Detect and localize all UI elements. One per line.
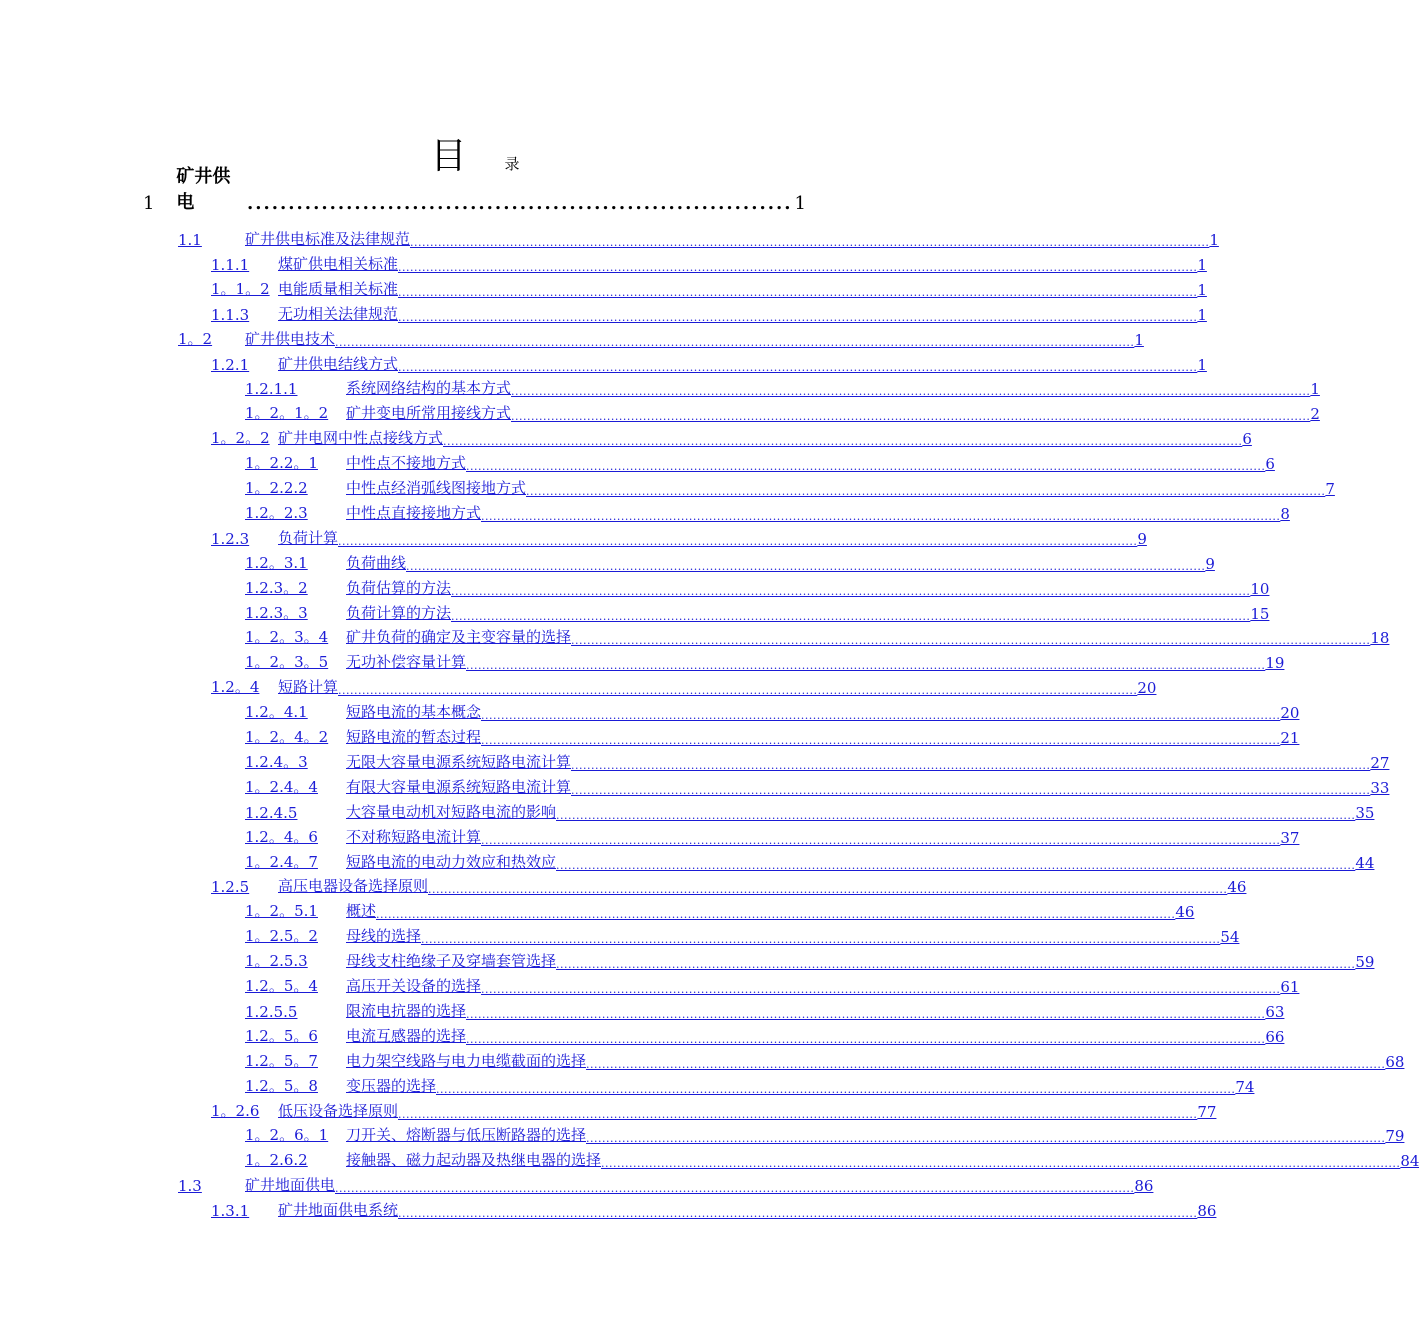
toc-entry-title: 接触器、磁力起动器及热继电器的选择 xyxy=(346,1151,602,1170)
toc-entry[interactable] xyxy=(245,996,1285,1021)
toc-entry-number: 1.2。4 xyxy=(211,678,260,697)
toc-entry[interactable] xyxy=(245,573,1270,598)
toc-entry-page: 46 xyxy=(1175,903,1195,922)
toc-entry-number: 1。2.4。4 xyxy=(245,777,318,796)
toc-entry[interactable] xyxy=(211,1096,1217,1121)
toc-entry-number: 1.2。5。8 xyxy=(245,1076,318,1095)
dot-leader: ........................................................................................................................................................................................................ xyxy=(481,833,1281,847)
toc-entry-title: 不对称短路电流计算 xyxy=(346,827,482,846)
dot-leader: ........................................................................................................................................................................................................ xyxy=(586,1132,1386,1146)
toc-entry-number: 1.2。5。7 xyxy=(245,1051,318,1070)
toc-entry[interactable] xyxy=(245,473,1335,498)
toc-entry[interactable] xyxy=(178,1170,1154,1196)
toc-entry-page: 1 xyxy=(1197,305,1207,324)
dot-leader: ........................................................................................................................................................................................................ xyxy=(481,983,1281,996)
toc-entry-page: 10 xyxy=(1250,579,1270,598)
toc-entry-page: 21 xyxy=(1280,729,1300,747)
toc-entry-title: 矿井负荷的确定及主变容量的选择 xyxy=(346,628,572,647)
toc-entry-number: 1.2.5.5 xyxy=(245,1002,298,1021)
toc-chapter-entry[interactable] xyxy=(143,166,806,214)
toc-entry-page: 15 xyxy=(1250,604,1270,623)
toc-entry-number: 1.2.4.5 xyxy=(245,803,298,822)
toc-entry-number: 1.2。5。6 xyxy=(245,1026,318,1045)
toc-entry[interactable] xyxy=(245,1120,1405,1146)
toc-entry-page: 27 xyxy=(1370,753,1390,772)
dot-leader: ........................................................................................................................................................................................................ xyxy=(421,933,1221,947)
toc-entry-title: 限流电抗器的选择 xyxy=(346,1001,467,1020)
toc-entry[interactable] xyxy=(245,797,1375,822)
toc-entry[interactable] xyxy=(245,398,1320,424)
toc-entry[interactable] xyxy=(211,523,1147,548)
dot-leader: ........................................................................................................................................................................................................ xyxy=(511,385,1311,399)
toc-entry-number: 1.2.3 xyxy=(211,529,250,548)
toc-entry-page: 84 xyxy=(1400,1152,1419,1171)
toc-entry-page: 61 xyxy=(1280,978,1300,996)
toc-entry[interactable] xyxy=(245,598,1270,623)
toc-entry-title: 矿井地面供电系统 xyxy=(278,1201,399,1220)
toc-entry-number: 1.2.1.1 xyxy=(245,380,298,399)
toc-entry-page: 77 xyxy=(1197,1102,1217,1121)
dot-leader: ........................................................................................................................................................................................................ xyxy=(511,410,1311,424)
toc-entry[interactable] xyxy=(211,274,1207,299)
toc-entry-number: 1。2.5.3 xyxy=(245,952,308,971)
dot-leader: ........................................................................................................................................................................................................ xyxy=(571,758,1371,772)
toc-entry-title: 电流互感器的选择 xyxy=(346,1026,467,1045)
chapter-page: 1 xyxy=(794,193,806,214)
toc-entry[interactable] xyxy=(245,847,1375,872)
toc-entry[interactable] xyxy=(245,1071,1255,1096)
dot-leader: ........................................................................................................................................................................................................ xyxy=(335,1182,1135,1196)
dot-leader: ........................................................................................................................................................................................................ xyxy=(398,310,1198,324)
toc-entry-title: 负荷计算 xyxy=(278,528,339,547)
toc-entry-number: 1。1。2 xyxy=(211,279,270,298)
dot-leader: ........................................................................................................................................................................................................ xyxy=(398,260,1198,274)
toc-entry-title: 母线支柱绝缘子及穿墙套管选择 xyxy=(346,952,557,971)
toc-entry-number: 1.1 xyxy=(178,231,202,249)
toc-entry-number: 1.3.1 xyxy=(211,1202,250,1221)
toc-entry-page: 1 xyxy=(1197,280,1207,299)
toc-entry[interactable] xyxy=(245,971,1300,996)
toc-entry-page: 74 xyxy=(1235,1077,1255,1096)
toc-entry-title: 矿井供电标准及法律规范 xyxy=(245,230,411,248)
toc-entry-title: 无功补偿容量计算 xyxy=(346,653,467,672)
toc-entry[interactable] xyxy=(245,373,1320,399)
toc-entry-page: 9 xyxy=(1205,554,1215,573)
toc-entry-title: 刀开关、熔断器与低压断路器的选择 xyxy=(346,1126,587,1145)
dot-leader: ........................................................................................................................................................................................................ xyxy=(398,1107,1198,1121)
toc-entry-number: 1。2。1。2 xyxy=(245,404,329,423)
toc-entry-title: 矿井变电所常用接线方式 xyxy=(346,404,512,423)
dot-leader: ........................................................................................................................................................................................................ xyxy=(335,335,1135,349)
dot-leader: ........................................................................................................................................................................................................ xyxy=(466,659,1266,673)
toc-entry[interactable] xyxy=(245,697,1300,723)
toc-entry-page: 66 xyxy=(1265,1027,1285,1046)
dot-leader: ........................................................................................................................................................................................................ xyxy=(428,883,1228,897)
toc-entry-number: 1.3 xyxy=(178,1177,202,1196)
toc-entry-title: 负荷计算的方法 xyxy=(346,603,452,622)
toc-entry[interactable] xyxy=(245,921,1240,947)
toc-entry-number: 1.2.3。2 xyxy=(245,578,308,597)
dot-leader: ........................................................................................................................................................................................................ xyxy=(398,360,1198,374)
toc-entry-page: 20 xyxy=(1280,704,1300,723)
chapter-title: 矿井供电 xyxy=(176,166,231,213)
toc-entry-page: 33 xyxy=(1370,778,1390,797)
toc-entry-number: 1.2。4.1 xyxy=(245,703,308,722)
dot-leader: ........................................................................................................................................................................................................ xyxy=(451,609,1251,623)
toc-entry-title: 矿井供电技术 xyxy=(245,329,336,348)
toc-entry-title: 短路电流的暂态过程 xyxy=(346,728,482,746)
toc-entry[interactable] xyxy=(245,896,1195,922)
toc-entry[interactable] xyxy=(245,1021,1285,1046)
dot-leader: ........................................................................................................................................................................................................ xyxy=(398,285,1198,299)
toc-entry-page: 6 xyxy=(1242,430,1252,449)
toc-entry[interactable] xyxy=(211,299,1207,324)
toc-entry-title: 无功相关法律规范 xyxy=(278,304,399,323)
toc-entry-page: 2 xyxy=(1310,405,1320,424)
dot-leader: ........................................................................................................................................................................................................ xyxy=(481,509,1281,523)
toc-entry-page: 8 xyxy=(1280,504,1290,523)
toc-entry-number: 1.2.5 xyxy=(211,878,250,897)
toc-entry-title: 矿井电网中性点接线方式 xyxy=(278,429,444,448)
toc-entry-number: 1。2。6。1 xyxy=(245,1126,329,1145)
dot-leader: ........................................................................................................................................................................................................ xyxy=(451,584,1251,598)
toc-entry-number: 1.2。5。4 xyxy=(245,977,318,995)
toc-entry-number: 1.2.1 xyxy=(211,355,250,374)
dot-leader: ........................................................................................................................................................................................................ xyxy=(410,236,1210,249)
toc-entry-title: 变压器的选择 xyxy=(346,1076,437,1095)
toc-entry[interactable] xyxy=(245,548,1215,573)
toc-entry-page: 9 xyxy=(1137,529,1147,548)
toc-entry-page: 37 xyxy=(1280,828,1300,847)
toc-entry[interactable] xyxy=(245,448,1275,474)
toc-entry[interactable] xyxy=(245,747,1390,772)
toc-entry[interactable] xyxy=(245,946,1375,972)
dot-leader: ........................................................................................................................................................................................................ xyxy=(586,1057,1386,1071)
toc-entry-title: 有限大容量电源系统短路电流计算 xyxy=(346,777,572,796)
toc-entry-number: 1.2。4。6 xyxy=(245,827,318,846)
toc-entry-page: 20 xyxy=(1137,679,1157,698)
toc-entry-page: 6 xyxy=(1265,455,1275,474)
toc-entry[interactable] xyxy=(245,1145,1419,1171)
toc-entry-number: 1。2。3。4 xyxy=(245,628,329,647)
toc-entry[interactable] xyxy=(178,324,1144,349)
toc-entry-number: 1。2.6 xyxy=(211,1101,260,1120)
toc-entry-title: 负荷曲线 xyxy=(346,553,407,572)
toc-entry[interactable] xyxy=(245,647,1285,673)
toc-entry-title: 负荷估算的方法 xyxy=(346,578,452,597)
toc-entry-title: 中性点经消弧线图接地方式 xyxy=(346,479,527,497)
toc-entry-title: 无限大容量电源系统短路电流计算 xyxy=(346,752,572,771)
dot-leader: ........................................................................................................................................................................................................ xyxy=(601,1157,1401,1171)
dot-leader: .................................................................. xyxy=(246,193,793,214)
toc-entry[interactable] xyxy=(245,498,1290,523)
toc-entry-page: 59 xyxy=(1355,953,1375,972)
toc-entry-title: 低压设备选择原则 xyxy=(278,1101,399,1120)
dot-leader: ........................................................................................................................................................................................................ xyxy=(398,1207,1198,1221)
dot-leader: ........................................................................................................................................................................................................ xyxy=(526,485,1326,498)
toc-entry-title: 电力架空线路与电力电缆截面的选择 xyxy=(346,1051,587,1070)
dot-leader: ........................................................................................................................................................................................................ xyxy=(481,709,1281,723)
toc-entry-number: 1。2。2 xyxy=(211,429,270,448)
toc-entry-number: 1。2。5.1 xyxy=(245,902,318,921)
toc-entry-title: 短路计算 xyxy=(278,678,339,697)
toc-entry[interactable] xyxy=(245,1046,1405,1071)
dot-leader: ........................................................................................................................................................................................................ xyxy=(466,460,1266,474)
dot-leader: ........................................................................................................................................................................................................ xyxy=(556,858,1356,872)
toc-entry-title: 矿井供电结线方式 xyxy=(278,354,399,373)
toc-entry-title: 概述 xyxy=(346,902,377,921)
dot-leader: ........................................................................................................................................................................................................ xyxy=(338,534,1138,548)
toc-entry-page: 19 xyxy=(1265,654,1285,673)
toc-entry[interactable] xyxy=(211,871,1247,897)
dot-leader: ........................................................................................................................................................................................................ xyxy=(466,1032,1266,1046)
toc-entry-page: 86 xyxy=(1197,1202,1217,1221)
dot-leader: ........................................................................................................................................................................................................ xyxy=(338,684,1138,698)
dot-leader: ........................................................................................................................................................................................................ xyxy=(571,783,1371,797)
toc-entry-title: 短路电流的基本概念 xyxy=(346,703,482,722)
toc-entry-title: 高压开关设备的选择 xyxy=(346,977,482,995)
dot-leader: ........................................................................................................................................................................................................ xyxy=(436,1082,1236,1096)
toc-entry[interactable] xyxy=(211,249,1207,274)
toc-entry-page: 1 xyxy=(1209,231,1219,249)
dot-leader: ........................................................................................................................................................................................................ xyxy=(406,559,1206,573)
chapter-number: 1 xyxy=(143,193,155,214)
toc-entry-number: 1.2。3.1 xyxy=(245,553,308,572)
toc-entry-page: 68 xyxy=(1385,1052,1405,1071)
dot-leader: ........................................................................................................................................................................................................ xyxy=(376,908,1176,922)
dot-leader: ........................................................................................................................................................................................................ xyxy=(571,634,1371,648)
toc-entry-number: 1。2.5。2 xyxy=(245,927,318,946)
toc-title xyxy=(0,128,950,179)
dot-leader: ........................................................................................................................................................................................................ xyxy=(556,808,1356,822)
toc-title-main: 目 xyxy=(430,136,467,177)
toc-entry[interactable] xyxy=(211,349,1207,374)
toc-entry-page: 35 xyxy=(1355,803,1375,822)
toc-entry-title: 系统网络结构的基本方式 xyxy=(346,379,512,398)
toc-entry[interactable] xyxy=(211,672,1157,698)
toc-entry-number: 1.1.1 xyxy=(211,255,250,274)
toc-entry-number: 1.2。2.3 xyxy=(245,503,308,522)
toc-entry-title: 短路电流的电动力效应和热效应 xyxy=(346,852,557,871)
toc-entry[interactable] xyxy=(211,1195,1217,1221)
toc-entry-title: 矿井地面供电 xyxy=(245,1176,336,1195)
toc-entry[interactable] xyxy=(211,423,1252,449)
toc-entry-title: 高压电器设备选择原则 xyxy=(278,877,429,896)
dot-leader: ........................................................................................................................................................................................................ xyxy=(481,734,1281,747)
dot-leader: ........................................................................................................................................................................................................ xyxy=(466,1007,1266,1021)
dot-leader: ........................................................................................................................................................................................................ xyxy=(556,958,1356,972)
toc-title-sub: 录 xyxy=(504,155,520,173)
toc-entry-title: 中性点直接接地方式 xyxy=(346,503,482,522)
toc-entry-page: 7 xyxy=(1325,480,1335,498)
toc-entry[interactable] xyxy=(245,722,1300,747)
toc-entry[interactable] xyxy=(245,772,1390,797)
toc-entry-number: 1.2.3。3 xyxy=(245,603,308,622)
toc-entry-title: 电能质量相关标准 xyxy=(278,279,399,298)
toc-entry-title: 大容量电动机对短路电流的影响 xyxy=(346,802,557,821)
toc-entry-number: 1。2。4。2 xyxy=(245,728,329,746)
toc-entry[interactable] xyxy=(245,622,1390,648)
toc-entry-number: 1。2.6.2 xyxy=(245,1151,308,1170)
toc-entry-number: 1。2 xyxy=(178,329,213,348)
toc-entry-title: 中性点不接地方式 xyxy=(346,454,467,473)
toc-entry-number: 1.2.4。3 xyxy=(245,752,308,771)
toc-entry-number: 1。2。3。5 xyxy=(245,653,329,672)
toc-entry-page: 79 xyxy=(1385,1127,1405,1146)
toc-entry-number: 1.1.3 xyxy=(211,305,250,324)
toc-entry-number: 1。2.2.2 xyxy=(245,479,308,497)
toc-entry-page: 54 xyxy=(1220,928,1240,947)
toc-entry-page: 18 xyxy=(1370,629,1390,648)
toc-entry-page: 1 xyxy=(1310,380,1320,399)
toc-entry-page: 1 xyxy=(1197,255,1207,274)
toc-entry[interactable] xyxy=(178,224,1219,249)
toc-entry-page: 46 xyxy=(1227,878,1247,897)
toc-entry-number: 1。2.4。7 xyxy=(245,852,318,871)
toc-entry-title: 煤矿供电相关标准 xyxy=(278,254,399,273)
toc-entry-page: 44 xyxy=(1355,853,1375,872)
dot-leader: ........................................................................................................................................................................................................ xyxy=(443,435,1243,449)
toc-entry-page: 1 xyxy=(1197,355,1207,374)
toc-entry[interactable] xyxy=(245,822,1300,847)
toc-entry-number: 1。2.2。1 xyxy=(245,454,318,473)
toc-entry-title: 母线的选择 xyxy=(346,927,422,946)
toc-entry-page: 63 xyxy=(1265,1002,1285,1021)
toc-entry-page: 1 xyxy=(1134,330,1144,349)
toc-entry-page: 86 xyxy=(1134,1177,1154,1196)
